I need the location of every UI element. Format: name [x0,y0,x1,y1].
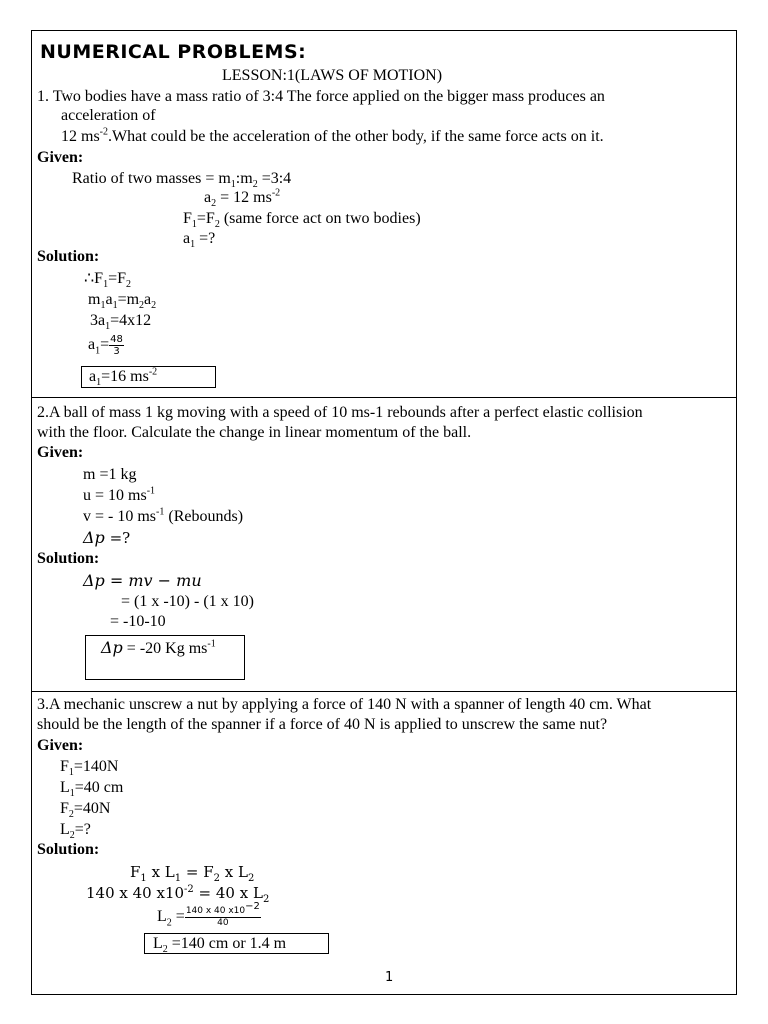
section-divider-2 [31,691,737,692]
problem-2-given-dp: Δp =? [83,528,131,547]
problem-1-given-forces: $F_1=F_2$ (same force act on two bodies) [183,210,421,231]
problem-3-given-f2: $F_2=40N$ [60,800,111,821]
problem-2-solution-label: Solution: [37,550,100,567]
problem-2-given-u: u = 10 $ms^{-1}$ [83,485,156,504]
problem-1-solution-step-2: $m_1a_1=m_2a_2$ [88,291,157,312]
problem-1-solution-step-4: $a_1=$ $\frac{48}{3}$ [88,334,123,357]
problem-1-given-a2: $a_2 = 12$ $ms^{-2}$ [204,187,281,210]
problem-2-given-v: v = - 10 $ms^{-1}$ (Rebounds) [83,506,244,525]
problem-2-given-label: Given: [37,444,84,461]
problem-2-question-line-2: with the floor. Calculate the change in linear momentum of the ball. [37,424,472,441]
problem-1-given-ratio: Ratio of two masses = $m_1:m_2$ =3:4 [72,170,292,191]
problem-3-answer: $L_2 =140$ cm or 1.4 m [153,935,287,956]
problem-1-answer: $a_1=16$ $ms^{-2}$ [89,366,158,389]
problem-1-solution-label: Solution: [37,248,100,265]
page-title: NUMERICAL PROBLEMS: [40,41,307,63]
problem-1-question-line-1: 1. Two bodies have a mass ratio of 3:4 The force applied on the bigger mass produces an [37,88,605,105]
problem-1-fraction: $\frac{48}{3}$ [110,334,123,357]
problem-1-given-a1: $a_1$ =? [183,230,216,251]
problem-3-given-f1: $F_1=140N$ [60,758,119,779]
problem-1-solution-step-1: $\therefore F_1=F_2$ [84,270,131,291]
problem-3-given-label: Given: [37,737,84,754]
problem-2-answer: Δp = -20 Kg $ms^{-1}$ [101,638,216,657]
problem-3-fraction: $\frac{140 x 40 x10^{-2}}{40}$ [185,901,260,928]
problem-3-solution-step-3: $L_2$ = $\frac{140 x 40 x10^{-2}}{40}$ [157,901,260,929]
problem-1-question-line-2: acceleration of [61,107,156,124]
problem-3-solution-step-1: $F_1$ x $L_1 = F_2$ x $L_2$ [130,863,255,884]
problem-2-solution-step-1: Δp = mv − mu [83,571,202,590]
problem-1-solution-step-3: $3a_1=4x12$ [90,312,152,333]
problem-2-solution-step-3: = -10-10 [110,613,166,630]
page-number: 1 [385,970,394,985]
section-divider-1 [31,397,737,398]
problem-3-given-l1: $L_1=40$ cm [60,779,124,800]
problem-2-question-line-1: 2.A ball of mass 1 kg moving with a speed of 10 ms-1 rebounds after a perfect elastic collision [37,404,643,421]
problem-1-question-line-3: 12 $ms^{-2}.What$ could be the acceleration of the other body, if the same force acts on it. [61,126,604,145]
problem-2-given-mass: m =1 kg [83,466,137,483]
problem-3-question-line-1: 3.A mechanic unscrew a nut by applying a force of 140 N with a spanner of length 40 cm. What [37,696,652,713]
lesson-heading: LESSON:1(LAWS OF MOTION) [222,67,443,84]
problem-3-given-l2: $L_2=$? [60,821,91,842]
problem-1-given-label: Given: [37,149,84,166]
problem-3-solution-step-2: 140 x 40 $x10^{-2} = 40$ x $L_2$ [86,884,270,905]
problem-2-solution-step-2: = (1 x -10) - (1 x 10) [121,593,254,610]
problem-3-solution-label: Solution: [37,841,100,858]
problem-3-question-line-2: should be the length of the spanner if a force of 40 N is applied to unscrew the same nut? [37,716,608,733]
